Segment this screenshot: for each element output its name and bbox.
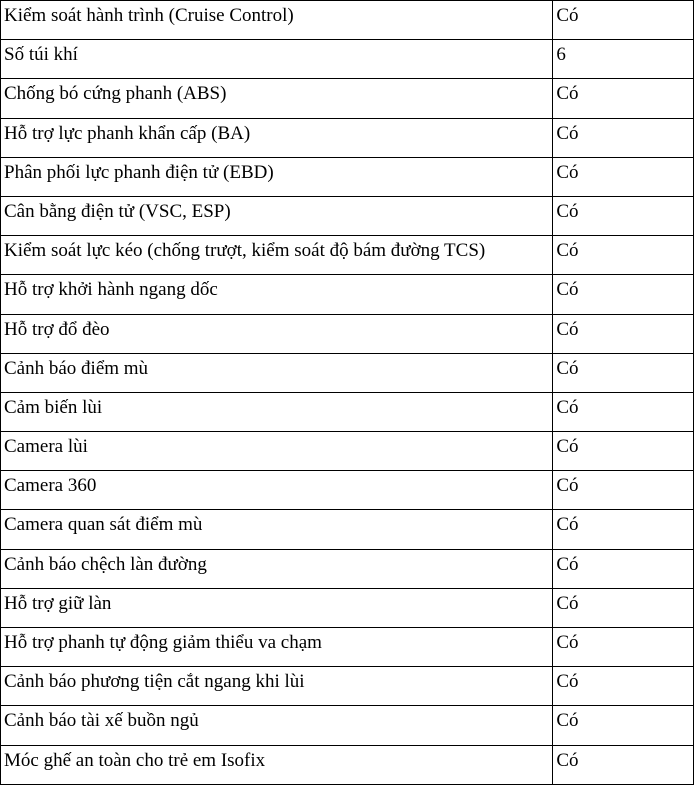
feature-cell: Hỗ trợ đổ đèo: [1, 314, 553, 353]
feature-cell: Kiểm soát lực kéo (chống trượt, kiểm soát độ bám đường TCS): [1, 236, 553, 275]
value-cell: Có: [553, 745, 694, 784]
table-row: [1, 40, 694, 79]
table-row: [1, 314, 694, 353]
table-row: [1, 157, 694, 196]
table-row: [1, 236, 694, 275]
value-cell: Có: [553, 196, 694, 235]
feature-cell: Cảnh báo phương tiện cắt ngang khi lùi: [1, 667, 553, 706]
value-cell: Có: [553, 471, 694, 510]
table-row: [1, 392, 694, 431]
value-cell: Có: [553, 510, 694, 549]
value-cell: Có: [553, 236, 694, 275]
feature-cell: Camera quan sát điểm mù: [1, 510, 553, 549]
value-cell: Có: [553, 432, 694, 471]
value-cell: Có: [553, 314, 694, 353]
value-cell: Có: [553, 549, 694, 588]
value-cell: Có: [553, 1, 694, 40]
table-row: [1, 706, 694, 745]
table-row: [1, 353, 694, 392]
value-cell: Có: [553, 628, 694, 667]
table-row: [1, 432, 694, 471]
feature-cell: Cảm biến lùi: [1, 392, 553, 431]
feature-cell: Cân bằng điện tử (VSC, ESP): [1, 196, 553, 235]
table-row: [1, 471, 694, 510]
table-row: [1, 196, 694, 235]
feature-cell: Kiểm soát hành trình (Cruise Control): [1, 1, 553, 40]
value-cell: Có: [553, 706, 694, 745]
value-cell: Có: [553, 157, 694, 196]
feature-cell: Số túi khí: [1, 40, 553, 79]
table-row: [1, 588, 694, 627]
feature-cell: Móc ghế an toàn cho trẻ em Isofix: [1, 745, 553, 784]
feature-cell: Hỗ trợ khởi hành ngang dốc: [1, 275, 553, 314]
table-row: [1, 549, 694, 588]
table-body: [1, 1, 694, 785]
feature-cell: Phân phối lực phanh điện tử (EBD): [1, 157, 553, 196]
feature-cell: Camera lùi: [1, 432, 553, 471]
feature-cell: Hỗ trợ phanh tự động giảm thiểu va chạm: [1, 628, 553, 667]
table-row: [1, 118, 694, 157]
table-row: [1, 628, 694, 667]
feature-cell: Hỗ trợ lực phanh khẩn cấp (BA): [1, 118, 553, 157]
table-row: [1, 745, 694, 784]
value-cell: Có: [553, 667, 694, 706]
value-cell: Có: [553, 353, 694, 392]
feature-cell: Cảnh báo điểm mù: [1, 353, 553, 392]
value-cell: Có: [553, 118, 694, 157]
value-cell: Có: [553, 392, 694, 431]
value-cell: Có: [553, 275, 694, 314]
table-row: [1, 510, 694, 549]
feature-cell: Cảnh báo chệch làn đường: [1, 549, 553, 588]
feature-cell: Camera 360: [1, 471, 553, 510]
feature-cell: Chống bó cứng phanh (ABS): [1, 79, 553, 118]
feature-cell: Hỗ trợ giữ làn: [1, 588, 553, 627]
value-cell: Có: [553, 588, 694, 627]
feature-cell: Cảnh báo tài xế buồn ngủ: [1, 706, 553, 745]
table-row: [1, 275, 694, 314]
table-row: [1, 1, 694, 40]
value-cell: Có: [553, 79, 694, 118]
table-row: [1, 667, 694, 706]
table-row: [1, 79, 694, 118]
value-cell: 6: [553, 40, 694, 79]
